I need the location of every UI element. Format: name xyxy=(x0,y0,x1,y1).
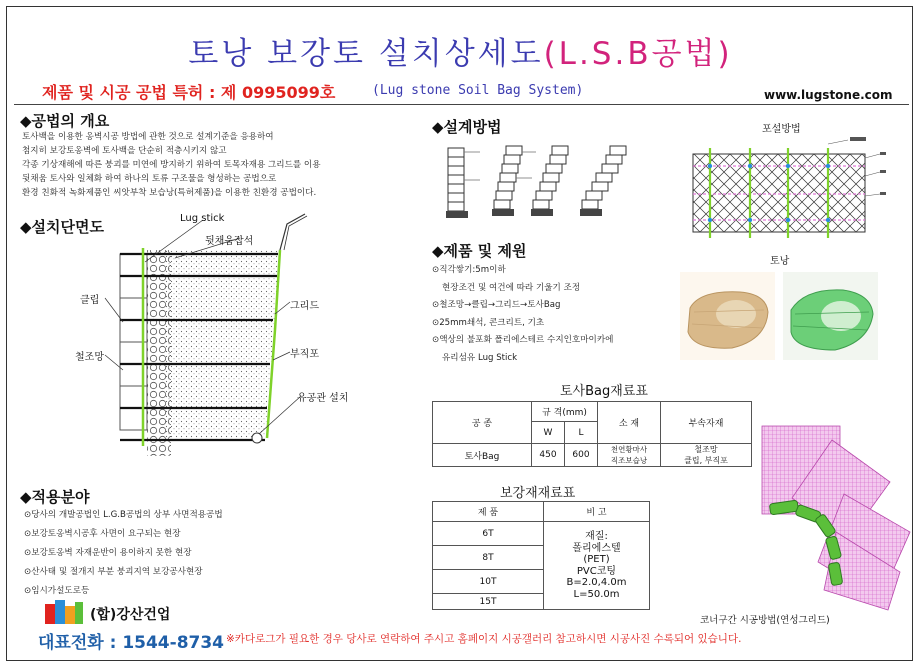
list-item: ⊙당사의 개발공법인 L.G.B공법의 상부 사면적용공법 xyxy=(24,510,223,520)
system-name: (Lug stone Soil Bag System) xyxy=(372,83,584,98)
col-header: 공 종 xyxy=(433,402,532,444)
products-heading: ◆제품 및 제원 xyxy=(432,242,527,260)
table-cell: 8T xyxy=(433,546,544,570)
label-lug-stick: Lug stick xyxy=(180,213,225,224)
table-cell: 450 xyxy=(532,444,565,467)
grid-layout-diagram xyxy=(688,136,888,242)
col-header: 소 재 xyxy=(598,402,661,444)
products-spec-list: ⊙직각쌓기:5m이하 현장조건 및 여건에 따라 기울기 조정 ⊙철조망→클립→그리드→토사Bag ⊙25mm쇄석, 콘크리트, 기초 ⊙액상의 불포화 폴리에스테르 수지인호마이카에 유리섬유 Lug Stick xyxy=(432,265,614,363)
overview-text: 토사백을 이용한 옹벽시공 방법에 관한 것으로 설계기준을 응용하여 첨지히 보강토옹벽에 토사백을 단순히 적층시키지 않고 각종 기상재해에 따른 붕괴를 미연에 방지하기 위하여 토목자재용 그리드를 이용 뒷채움 토사와 일체화 하여 하나의 토류 구조물을 형성하는 공법으로 환경 친화적 녹화제품인 씨앗부착 보습낭(특허제품)을 이용한 친환경 공법이다. xyxy=(22,132,321,198)
green-bag-photo xyxy=(783,272,878,360)
col-header: L xyxy=(565,422,598,444)
header-divider xyxy=(14,104,909,105)
reinforce-table-title: 보강재재료표 xyxy=(500,486,576,501)
application-list xyxy=(24,506,223,601)
table-cell: 10T xyxy=(433,570,544,594)
label-clip: 클립 xyxy=(80,295,100,306)
company-name: (합)강산건업 xyxy=(90,607,171,623)
company-logo xyxy=(45,598,85,626)
cross-section-diagram xyxy=(95,210,405,480)
catalog-note: ※카다로그가 필요한 경우 당사로 연락하여 주시고 홈페이지 시공갤러리 참고하시면 시공사진 수록되어 있습니다. xyxy=(226,633,742,645)
table-cell: 철조망 클립, 부직포 xyxy=(661,444,752,467)
overview-heading: ◆공법의 개요 xyxy=(20,112,110,130)
label-backfill: 뒷채움잡석 xyxy=(205,236,254,247)
reinforce-table xyxy=(432,501,650,610)
table-row xyxy=(433,522,650,546)
application-heading: ◆적용분야 xyxy=(20,488,90,506)
table-cell: 600 xyxy=(565,444,598,467)
burlap-bag-photo xyxy=(680,272,775,360)
col-header: 비 고 xyxy=(544,502,650,522)
table-cell: 천연황마사 직조보습낭 xyxy=(598,444,661,467)
corner-caption: 코너구간 시공방법(연성그리드) xyxy=(700,615,830,626)
phone-number[interactable]: 대표전화 : 1544-8734 xyxy=(38,633,225,653)
website-link[interactable]: www.lugstone.com xyxy=(764,88,893,102)
design-heading: ◆설계방법 xyxy=(432,118,502,136)
table-cell: 15T xyxy=(433,594,544,610)
layout-title: 포설방법 xyxy=(762,124,801,135)
corner-construction-diagram xyxy=(740,422,912,612)
label-grid: 그리드 xyxy=(290,301,319,312)
label-steel-mesh: 철조망 xyxy=(75,352,104,363)
label-nonwoven: 부직포 xyxy=(290,349,319,360)
col-header: W xyxy=(532,422,565,444)
table-row xyxy=(433,444,752,467)
list-item: ⊙산사태 및 절개지 부분 붕괴지역 보강공사현장 xyxy=(24,567,203,577)
list-item: ⊙임시가설도로등 xyxy=(24,586,90,596)
table-cell: 6T xyxy=(433,522,544,546)
soilbag-table-title: 토사Bag재료표 xyxy=(560,384,648,399)
table-cell: 토사Bag xyxy=(433,444,532,467)
col-header: 부속자재 xyxy=(661,402,752,444)
col-header: 제 품 xyxy=(433,502,544,522)
list-item: ⊙보강토옹벽 자재운반이 용이하지 못한 현장 xyxy=(24,548,192,558)
section-heading: ◆설치단면도 xyxy=(20,218,104,236)
patent-number: 제품 및 시공 공법 특허 : 제 0995099호 xyxy=(42,83,336,102)
reinforce-note-cell: 재질: 폴리에스텔 (PET) PVC코팅 B=2.0,4.0m L=50.0m xyxy=(544,522,650,610)
stacking-methods-diagram xyxy=(440,140,640,232)
page-title: 토낭 보강토 설치상세도(L.S.B공법) xyxy=(188,36,733,72)
soil-bag-label: 토낭 xyxy=(770,256,790,267)
soilbag-table xyxy=(432,401,752,467)
label-drain-pipe: 유공관 설치 xyxy=(297,393,349,404)
list-item: ⊙보강토옹벽시공후 사면이 요구되는 현장 xyxy=(24,529,181,539)
col-header: 규 격(mm) xyxy=(532,402,598,422)
